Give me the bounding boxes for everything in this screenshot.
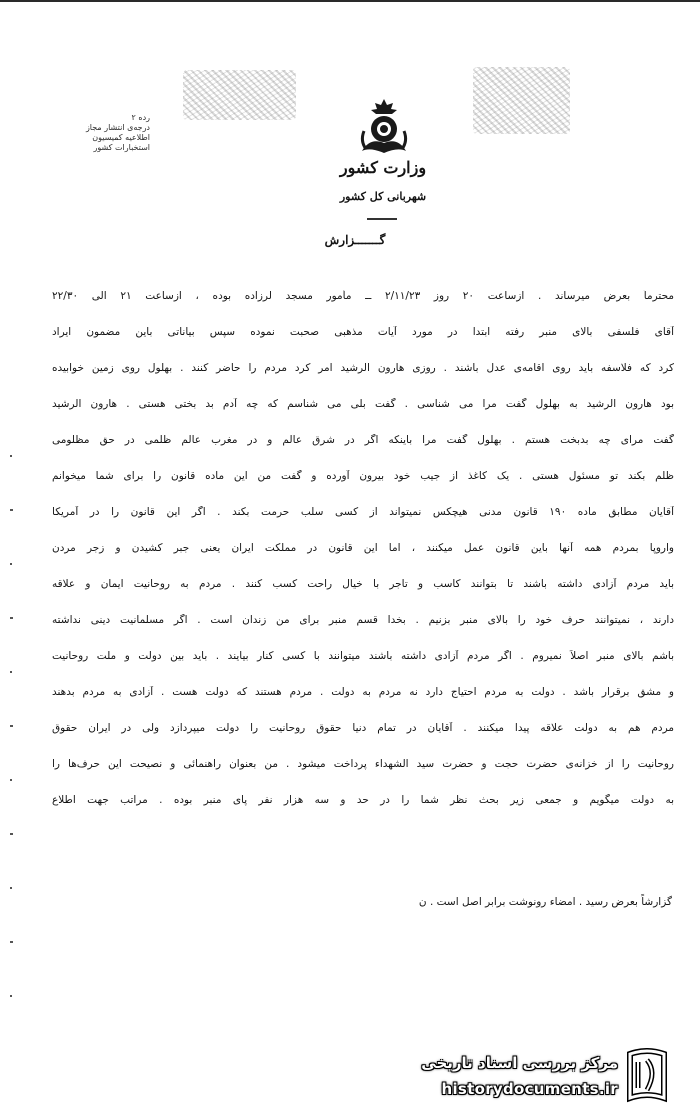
report-line: واروپا بمردم همه آنها باین قانون عمل میکنند ، اما این قانون در مملکت ایران یعنی جبر کشیدن و زجر مردن bbox=[52, 542, 674, 554]
report-line: باشم بالای منبر اصلاً نمیروم . اگر مردم آزادی داشته باشند میتوانند با کسی کنار بیایند . باید بین دولت و ملت روحانیت bbox=[52, 650, 674, 662]
report-line: محترماً بعرض میرساند . ازساعت ۲۰ روز ۲/۱۱/۲۳ ــ مأمور مسجد لرزاده بوده ، ازساعت ۲۱ الی ۲۲/۳۰ bbox=[52, 290, 674, 302]
report-line: آقای فلسفی بالای منبر رفته ابتدا در مورد آیات مذهبی صحبت نموده سپس بیاناتی باین مضمون ایراد bbox=[52, 326, 674, 338]
title-divider bbox=[367, 218, 397, 220]
report-line: و مشق برقرار باشد . دولت به مردم احتیاج دارد نه مردم به دولت . مردم هستند که دولت هست . آزادی به مردم بدهند bbox=[52, 686, 674, 698]
report-line: روحانیت را از خزانه‌ی حضرت حجت و حضرت سید الشهداء پرداخت میشود . من بعنوان راهنمائی و نصیحت این حرف‌ها را bbox=[52, 758, 674, 770]
report-line: دارند ، نمیتوانند حرف خود را بالای منبر بزنیم . بخدا قسم منبر برای من زندان است . اگر مسلمانیت دینی نداشته bbox=[52, 614, 674, 626]
classification-line: رده ۲ bbox=[131, 113, 150, 122]
office-title: شهربانی کل کشور bbox=[339, 190, 427, 203]
report-body bbox=[52, 290, 674, 830]
report-line: کرد که فلاسفه باید روی اقامه‌ی عدل باشند . روزی هارون الرشید امر کرد مردم را حاضر کنند . بهلول روی زمین خوابیده bbox=[52, 362, 674, 374]
ministry-title: وزارت کشور bbox=[339, 158, 427, 177]
report-line: آقایان مطابق ماده ۱۹۰ قانون مدنی هیچکس نمیتواند از کسی سلب حرمت بکند . اگر این قانون را در آمریکا bbox=[52, 506, 674, 518]
report-heading: گـــــــزارش bbox=[324, 233, 386, 247]
faded-stamp-right bbox=[473, 67, 570, 134]
classification-line: اطلاعیه کمیسیون bbox=[92, 133, 150, 142]
report-line: گفت مرای چه بدبخت هستم . بهلول گفت مرا باینکه اگر در شرق عالم و در مغرب عالم ظلمی در حق مظلومی bbox=[52, 434, 674, 446]
classification-block bbox=[62, 113, 150, 153]
watermark-url-text: historydocuments.ir bbox=[441, 1080, 618, 1098]
scan-edge bbox=[0, 0, 700, 2]
report-line: مردم هم به دولت علاقه پیدا میکنند . آقایان در تمام دنیا حقوق روحانیت را دولت میپردازد ولی در ایران حقوق bbox=[52, 722, 674, 734]
watermark-persian-text: مرکز بررسی اسناد تاریخی bbox=[421, 1054, 618, 1072]
watermark bbox=[408, 1048, 670, 1108]
classification-line: درجه‌ی انتشار مجاز bbox=[85, 123, 150, 132]
scan-margin-marks bbox=[10, 455, 14, 1049]
classification-line: استخبارات کشور bbox=[93, 143, 150, 152]
report-line: ظلم بکند تو مسئول هستی . یک کاغذ از جیب خود بیرون آورده و گفت من این ماده قانون را برای شما میخوانم bbox=[52, 470, 674, 482]
archive-logo-icon bbox=[624, 1048, 670, 1106]
report-line: بود هارون الرشید به بهلول گفت مرا می شناسی . گفت بلی می شناسم که چه آدم بد بختی هستی . هارون الرشید bbox=[52, 398, 674, 410]
faded-stamp-left bbox=[183, 70, 296, 120]
report-line: باید مردم آزادی داشته باشند تا بتوانند کاسب و تاجر با خیال راحت کسب کنند . مردم به روحانیت ایمان و علاقه bbox=[52, 578, 674, 590]
report-line: به دولت میگویم و جمعی زیر بحث نظر شما را در حد و سه هزار نفر پای منبر بوده . مراتب جهت اطلاع bbox=[52, 794, 674, 806]
lion-and-sun-emblem-icon bbox=[356, 97, 412, 159]
report-footer: گزارشاً بعرض رسید . امضاء رونوشت برابر اصل است . ن bbox=[418, 896, 672, 908]
